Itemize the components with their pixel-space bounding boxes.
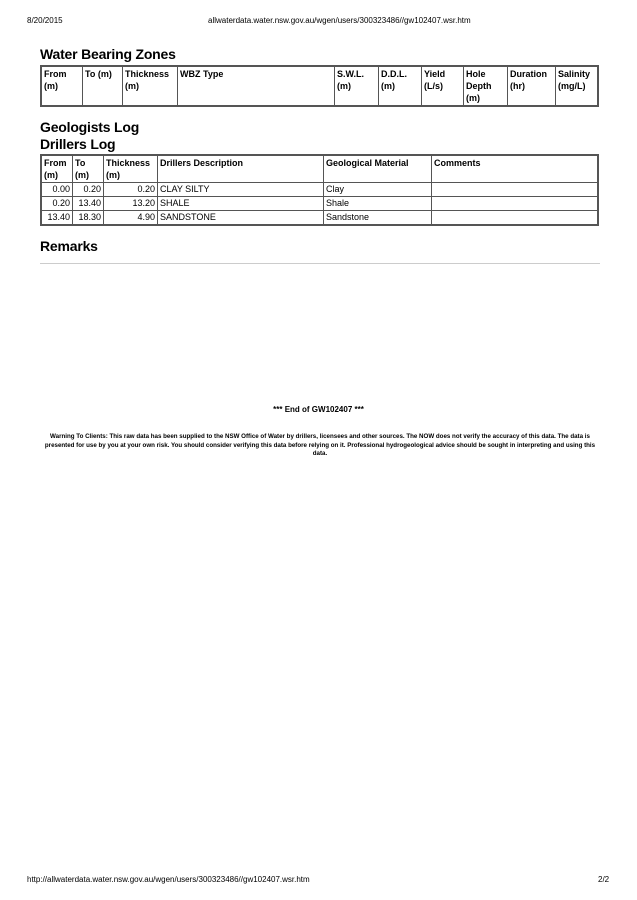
drillers-log-title: Drillers Log [40,136,116,152]
table-row [41,197,598,211]
cell-thickness: 0.20 [104,183,158,197]
cell-to: 13.40 [73,197,104,211]
cell-from: 13.40 [41,211,73,226]
print-header-url: allwaterdata.water.nsw.gov.au/wgen/users/300323486//gw102407.wsr.htm [208,16,471,25]
cell-to: 18.30 [73,211,104,226]
cell-description: SANDSTONE [158,211,324,226]
table-row [41,211,598,226]
drl-col-thickness: Thickness (m) [104,155,158,183]
cell-material: Sandstone [324,211,432,226]
print-footer-url: http://allwaterdata.water.nsw.gov.au/wgen/users/300323486//gw102407.wsr.htm [27,875,310,884]
wbz-col-hole-depth: Hole Depth (m) [464,66,508,106]
table-row [41,183,598,197]
drl-col-to: To (m) [73,155,104,183]
water-bearing-zones-table [40,65,599,107]
geologists-log-title: Geologists Log [40,119,140,135]
drl-col-from: From (m) [41,155,73,183]
cell-description: CLAY SILTY [158,183,324,197]
remarks-title: Remarks [40,238,98,254]
drl-col-description: Drillers Description [158,155,324,183]
page-number: 2/2 [598,875,610,884]
water-bearing-zones-title: Water Bearing Zones [40,46,176,62]
wbz-col-swl: S.W.L. (m) [335,66,379,106]
wbz-col-type: WBZ Type [178,66,335,106]
cell-comments [432,211,599,226]
end-of-report-note: *** End of GW102407 *** [273,405,364,414]
wbz-col-thickness: Thickness (m) [123,66,178,106]
cell-from: 0.00 [41,183,73,197]
cell-material: Shale [324,197,432,211]
cell-thickness: 4.90 [104,211,158,226]
cell-to: 0.20 [73,183,104,197]
drl-col-comments: Comments [432,155,599,183]
cell-comments [432,197,599,211]
wbz-col-to: To (m) [83,66,123,106]
print-date: 8/20/2015 [27,16,63,25]
cell-thickness: 13.20 [104,197,158,211]
warning-to-clients: Warning To Clients: This raw data has been supplied to the NSW Office of Water by drillers, licensees and other sources. The NOW does not verify the accuracy of this data. The data is presented for use by you at your own risk. You should consider verifying this data before relying on it. Professional hydrogeological advice should be sought in interpreting and using this data. [44,433,596,457]
wbz-col-from: From (m) [41,66,83,106]
cell-description: SHALE [158,197,324,211]
cell-material: Clay [324,183,432,197]
cell-from: 0.20 [41,197,73,211]
drillers-log-table [40,154,599,226]
drl-col-material: Geological Material [324,155,432,183]
wbz-col-yield: Yield (L/s) [422,66,464,106]
remarks-divider [40,263,600,264]
cell-comments [432,183,599,197]
wbz-col-salinity: Salinity (mg/L) [556,66,599,106]
wbz-col-duration: Duration (hr) [508,66,556,106]
wbz-col-ddl: D.D.L. (m) [379,66,422,106]
